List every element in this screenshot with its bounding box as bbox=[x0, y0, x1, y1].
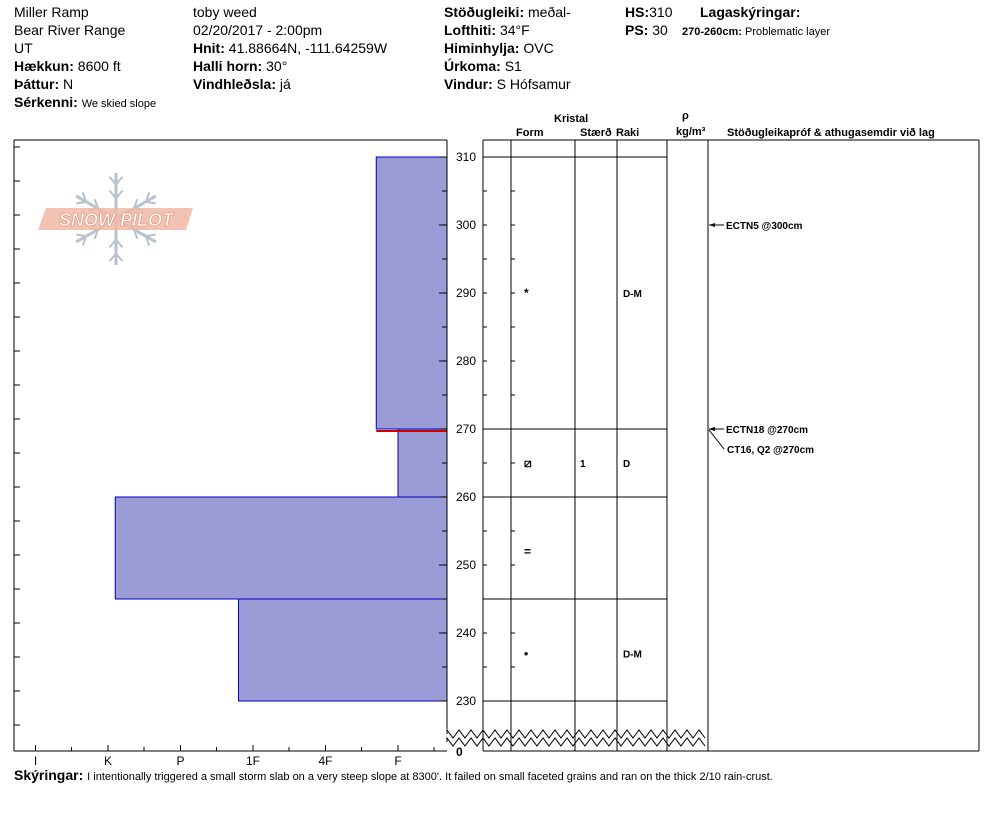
air-temp-field: Lofthiti: 34°F bbox=[444, 22, 530, 38]
elevation-field: Hækkun: 8600 ft bbox=[14, 58, 121, 74]
hardness-label: 1F bbox=[245, 754, 261, 768]
mountain-range: Bear River Range bbox=[14, 22, 126, 38]
flake-branch bbox=[146, 202, 156, 204]
hardness-bar-3 bbox=[239, 599, 448, 701]
hardness-bar-2 bbox=[115, 497, 447, 599]
wind-field: Vindur: S Hófsamur bbox=[444, 76, 571, 92]
slope-angle-field: Halli horn: 30° bbox=[193, 58, 288, 74]
stability-test-0: ECTN5 @300cm bbox=[726, 221, 803, 232]
observer-name: toby weed bbox=[193, 4, 257, 20]
axis-break-top bbox=[447, 730, 705, 738]
stability-leader-2 bbox=[709, 430, 724, 449]
hardness-label: 4F bbox=[318, 754, 333, 768]
aspect-field: Þáttur: N bbox=[14, 76, 74, 92]
depth-label: 300 bbox=[456, 218, 477, 232]
density-symbol: ρ bbox=[682, 110, 689, 122]
crystal-form-2: = bbox=[524, 544, 532, 559]
crystal-moisture-1: D bbox=[623, 459, 631, 470]
crystal-moisture-0: D-M bbox=[623, 289, 642, 300]
depth-label: 230 bbox=[456, 694, 477, 708]
hardness-label: K bbox=[103, 754, 113, 768]
logo-text: SNOW PILOT bbox=[59, 210, 173, 230]
density-unit: kg/m³ bbox=[676, 126, 706, 138]
crystal-header: Kristal bbox=[554, 113, 589, 125]
flake-branch bbox=[76, 202, 86, 204]
size-header: Stærð bbox=[580, 127, 612, 139]
state: UT bbox=[14, 40, 33, 56]
depth-label: 310 bbox=[456, 150, 477, 164]
ps-field: PS: 30 bbox=[625, 22, 668, 38]
depth-label: 250 bbox=[456, 558, 477, 572]
depth-label: 260 bbox=[456, 490, 477, 504]
coordinates-field: Hnit: 41.88664N, -111.64259W bbox=[193, 40, 388, 56]
layer-notes-label: Lagaskýringar: bbox=[700, 4, 801, 20]
observation-datetime: 02/20/2017 - 2:00pm bbox=[193, 22, 323, 38]
hardness-label: F bbox=[394, 754, 402, 768]
stability-test-2: CT16, Q2 @270cm bbox=[727, 445, 815, 456]
location-name: Miller Ramp bbox=[14, 4, 89, 20]
layer-note: 270-260cm: Problematic layer bbox=[682, 26, 830, 38]
depth-label: 270 bbox=[456, 422, 477, 436]
features-field: Sérkenni: We skied slope bbox=[14, 94, 157, 110]
form-header: Form bbox=[516, 127, 544, 139]
depth-label: 280 bbox=[456, 354, 477, 368]
depth-label-zero: 0 bbox=[456, 745, 463, 759]
crystal-size-1: 1 bbox=[580, 459, 586, 470]
crystal-form-1: ⧄ bbox=[524, 456, 532, 470]
crystal-form-3: • bbox=[524, 646, 529, 661]
snowpilot-logo bbox=[38, 173, 193, 265]
comments: Skýringar: I intentionally triggered a small storm slab on a very steep slope at 8300'. It failed on small faceted grains and ran on the thick 2/10 rain-crust. bbox=[14, 767, 773, 783]
stability-arrow-0 bbox=[709, 223, 715, 227]
hardness-bar-0 bbox=[376, 157, 447, 429]
depth-label: 290 bbox=[456, 286, 477, 300]
precipitation-field: Úrkoma: S1 bbox=[444, 58, 522, 74]
stability-header: Stöðugleikapróf & athugasemdir við lag bbox=[727, 127, 935, 139]
crystal-form-0: * bbox=[524, 286, 529, 300]
stability-test-1: ECTN18 @270cm bbox=[726, 425, 809, 436]
hardness-label: I bbox=[33, 754, 38, 768]
crystal-moisture-3: D-M bbox=[623, 649, 642, 661]
flake-branch bbox=[146, 234, 156, 236]
depth-label: 240 bbox=[456, 626, 477, 640]
stability-field: Stöðugleiki: meðal- bbox=[444, 4, 571, 20]
hs-field: HS:310 bbox=[625, 4, 673, 20]
axis-break-bottom bbox=[447, 738, 705, 746]
hardness-bar-1 bbox=[398, 429, 447, 497]
hardness-label: P bbox=[176, 754, 185, 768]
wind-loading-field: Vindhleðsla: já bbox=[193, 76, 291, 92]
moisture-header: Raki bbox=[616, 127, 640, 139]
sky-cover-field: Himinhylja: OVC bbox=[444, 40, 554, 56]
flake-branch bbox=[76, 234, 86, 236]
